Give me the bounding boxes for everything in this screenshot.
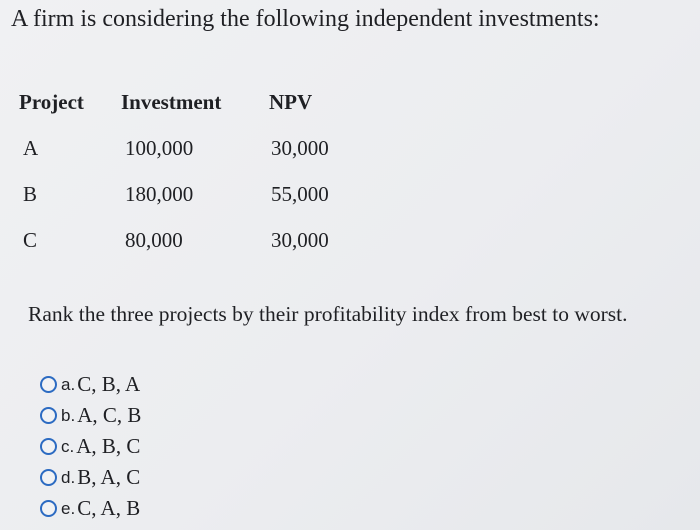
radio-button-icon[interactable] <box>40 438 57 455</box>
table-cell-project-b: B <box>23 182 38 206</box>
radio-button-icon[interactable] <box>40 407 57 424</box>
option-letter: a. <box>61 374 76 394</box>
header-project: Project <box>19 90 84 114</box>
table-cell-investment-a: 100,000 <box>125 136 194 160</box>
option-text: A, C, B <box>77 403 142 427</box>
option-d[interactable] <box>40 462 141 493</box>
option-letter: e. <box>61 498 76 518</box>
option-letter: d. <box>61 467 76 487</box>
table-cell-project-c: C <box>23 228 38 252</box>
answer-options <box>40 369 141 524</box>
option-letter: b. <box>61 405 76 425</box>
option-c[interactable] <box>40 431 141 462</box>
question-intro: A firm is considering the following independent investments: <box>11 6 600 32</box>
option-text: C, B, A <box>77 372 141 396</box>
option-a[interactable] <box>40 369 141 400</box>
option-letter: c. <box>61 436 75 456</box>
option-e[interactable] <box>40 493 141 524</box>
radio-button-icon[interactable] <box>40 500 57 517</box>
radio-button-icon[interactable] <box>40 376 57 393</box>
table-cell-project-a: A <box>23 136 39 160</box>
header-npv: NPV <box>269 90 313 114</box>
option-text: B, A, C <box>77 465 141 489</box>
table-cell-npv-c: 30,000 <box>271 228 329 252</box>
table-cell-investment-c: 80,000 <box>125 228 183 252</box>
option-b[interactable] <box>40 400 141 431</box>
question-prompt: Rank the three projects by their profitability index from best to worst. <box>28 302 628 326</box>
table-cell-npv-a: 30,000 <box>271 136 329 160</box>
option-text: C, A, B <box>77 496 141 520</box>
table-cell-npv-b: 55,000 <box>271 182 329 206</box>
option-text: A, B, C <box>76 434 141 458</box>
header-investment: Investment <box>121 90 222 114</box>
table-cell-investment-b: 180,000 <box>125 182 194 206</box>
radio-button-icon[interactable] <box>40 469 57 486</box>
